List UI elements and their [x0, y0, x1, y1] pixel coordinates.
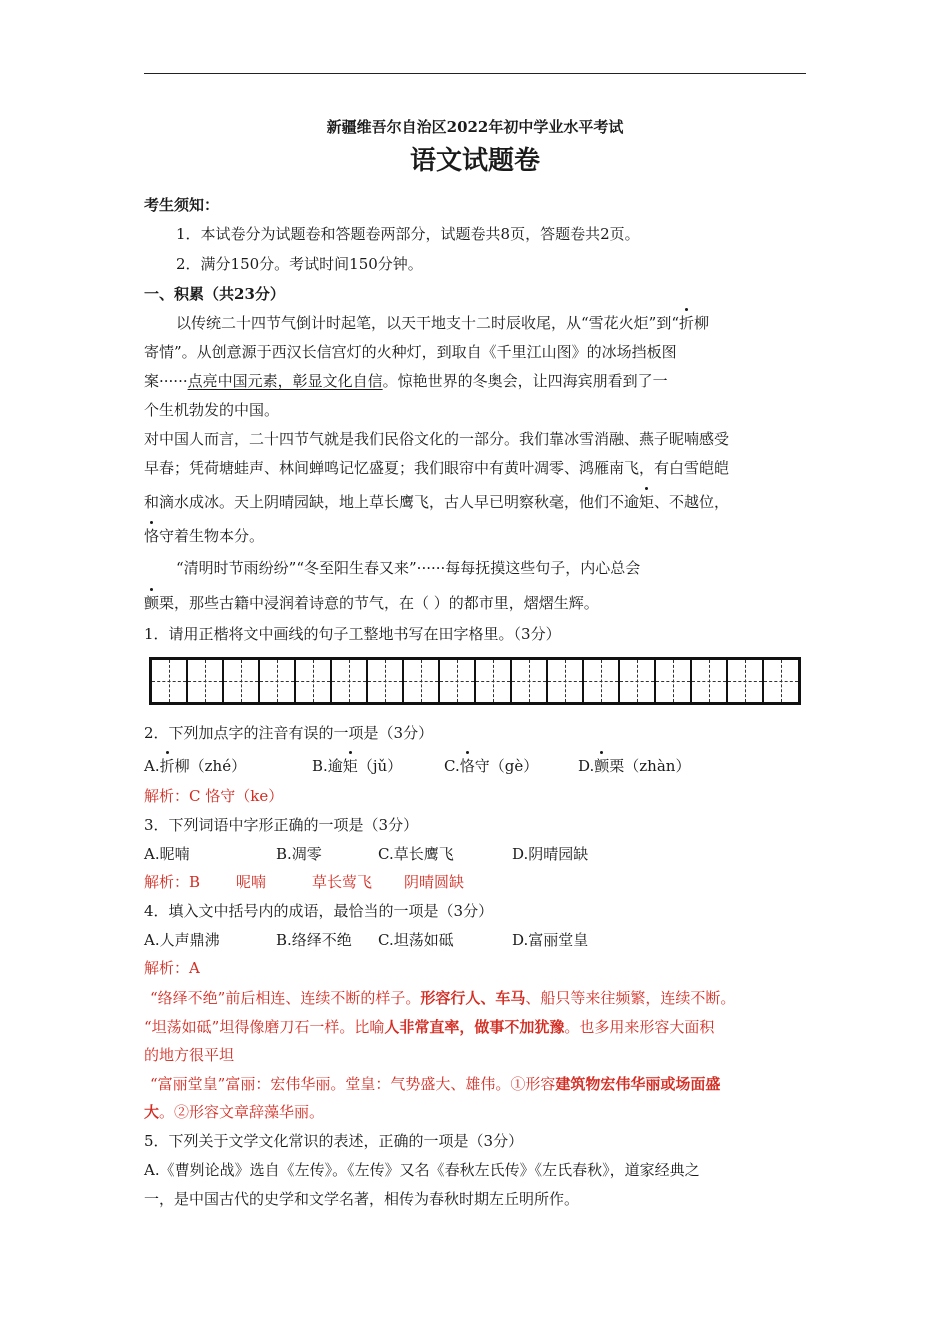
grid-cell[interactable] [728, 660, 764, 702]
dotted-char: 恪 [144, 527, 160, 545]
passage-line: 个生机勃发的中国。 [144, 401, 280, 419]
q3-answer-word: 呢喃 [236, 873, 267, 891]
q4-explanation: 大。②形容文章辞藻华丽。 [144, 1103, 325, 1121]
grid-cell[interactable] [620, 660, 656, 702]
dotted-char: 折 [679, 314, 695, 332]
notice-item-2: 2．满分150分。考试时间150分钟。 [176, 255, 423, 273]
grid-cell[interactable] [476, 660, 512, 702]
q4-option-b: B.络绎不绝 [276, 931, 352, 949]
q4-option-a: A.人声鼎沸 [144, 931, 220, 949]
header-rule [144, 73, 806, 74]
question-1: 1．请用正楷将文中画线的句子工整地书写在田字格里。（3分） [144, 625, 561, 643]
underlined-sentence: 点亮中国元素，彰显文化自信 [187, 372, 383, 390]
passage-line: 颤栗，那些古籍中浸润着诗意的节气，在（ ）的都市里，熠熠生辉。 [144, 594, 599, 612]
q3-option-b: B.凋零 [276, 845, 322, 863]
notice-item-1: 1．本试卷分为试题卷和答题卷两部分，试题卷共8页，答题卷共2页。 [176, 225, 640, 243]
grid-cell[interactable] [152, 660, 188, 702]
q3-option-d: D.阴晴园缺 [512, 845, 589, 863]
q4-explanation: 的地方很平坦 [144, 1046, 235, 1064]
q2-answer: 解析：C 恪守（ke） [144, 787, 284, 805]
q4-answer: 解析：A [144, 959, 200, 977]
grid-cell[interactable] [764, 660, 798, 702]
grid-cell[interactable] [440, 660, 476, 702]
q2-option-a: A.折柳（zhé） [144, 757, 247, 775]
grid-cell[interactable] [692, 660, 728, 702]
q3-answer: 解析：B [144, 873, 201, 891]
exam-title: 语文试题卷 [409, 146, 540, 176]
question-2: 2．下列加点字的注音有误的一项是（3分） [144, 724, 434, 742]
question-3: 3．下列词语中字形正确的一项是（3分） [144, 816, 419, 834]
q4-explanation: “坦荡如砥”坦得像磨刀石一样。比喻人非常直率，做事不加犹豫。也多用来形容大面积 [144, 1018, 715, 1036]
grid-cell[interactable] [224, 660, 260, 702]
dotted-char: 矩 [639, 493, 655, 511]
question-5: 5．下列关于文学文化常识的表述，正确的一项是（3分） [144, 1132, 524, 1150]
grid-cell[interactable] [548, 660, 584, 702]
q3-answer-word: 草长莺飞 [312, 873, 373, 891]
section-heading: 一、积累（共23分） [144, 285, 285, 303]
q5-option-a: A.《曹刿论战》选自《左传》。《左传》又名《春秋左氏传》《左氏春秋》，道家经典之 [144, 1161, 700, 1179]
q2-option-b: B.逾矩（jǔ） [312, 757, 403, 775]
grid-cell[interactable] [404, 660, 440, 702]
q4-explanation: “络绎不绝”前后相连、连续不断的样子。形容行人、车马、船只等来往频繁，连续不断。 [150, 989, 736, 1007]
exam-subtitle: 新疆维吾尔自治区2022年初中学业水平考试 [326, 118, 624, 136]
q2-option-c: C.恪守（gè） [444, 757, 539, 775]
q4-explanation: “富丽堂皇”富丽：宏伟华丽。堂皇：气势盛大、雄伟。①形容建筑物宏伟华丽或场面盛 [150, 1075, 721, 1093]
grid-cell[interactable] [188, 660, 224, 702]
question-4: 4．填入文中括号内的成语，最恰当的一项是（3分） [144, 902, 494, 920]
grid-cell[interactable] [368, 660, 404, 702]
passage-line: 对中国人而言，二十四节气就是我们民俗文化的一部分。我们靠冰雪消融、燕子昵喃感受 [144, 430, 730, 448]
dotted-char: 颤 [144, 594, 160, 612]
writing-grid[interactable] [149, 657, 801, 705]
grid-cell[interactable] [512, 660, 548, 702]
notice-heading: 考生须知： [144, 196, 220, 214]
passage-line: 寄情”。从创意源于西汉长信宫灯的火种灯，到取自《千里江山图》的冰场挡板图 [144, 343, 677, 361]
q2-option-d: D.颤栗（zhàn） [578, 757, 691, 775]
passage-line: 以传统二十四节气倒计时起笔，以天干地支十二时辰收尾，从“雪花火炬”到“折柳 [176, 314, 710, 332]
grid-cell[interactable] [656, 660, 692, 702]
q3-option-a: A.昵喃 [144, 845, 190, 863]
q5-option-a-cont: 一，是中国古代的史学和文学名著，相传为春秋时期左丘明所作。 [144, 1190, 580, 1208]
grid-cell[interactable] [260, 660, 296, 702]
grid-cell[interactable] [296, 660, 332, 702]
passage-line: 和滴水成冰。天上阴晴园缺，地上草长鹰飞，古人早已明察秋毫，他们不逾矩、不越位， [144, 493, 730, 511]
q3-option-c: C.草长鹰飞 [378, 845, 454, 863]
passage-line: “清明时节雨纷纷”“冬至阳生春又来”······每每抚摸这些句子，内心总会 [176, 559, 641, 577]
passage-line: 案······点亮中国元素，彰显文化自信。惊艳世界的冬奥会，让四海宾朋看到了一 [144, 372, 668, 390]
q4-option-d: D.富丽堂皇 [512, 931, 589, 949]
grid-cell[interactable] [332, 660, 368, 702]
q3-answer-word: 阴晴圆缺 [404, 873, 465, 891]
passage-line: 早春；凭荷塘蛙声、林间蝉鸣记忆盛夏；我们眼帘中有黄叶凋零、鸿雁南飞，有白雪皑皑 [144, 459, 730, 477]
passage-line: 恪守着生物本分。 [144, 527, 265, 545]
grid-cell[interactable] [584, 660, 620, 702]
q4-option-c: C.坦荡如砥 [378, 931, 454, 949]
